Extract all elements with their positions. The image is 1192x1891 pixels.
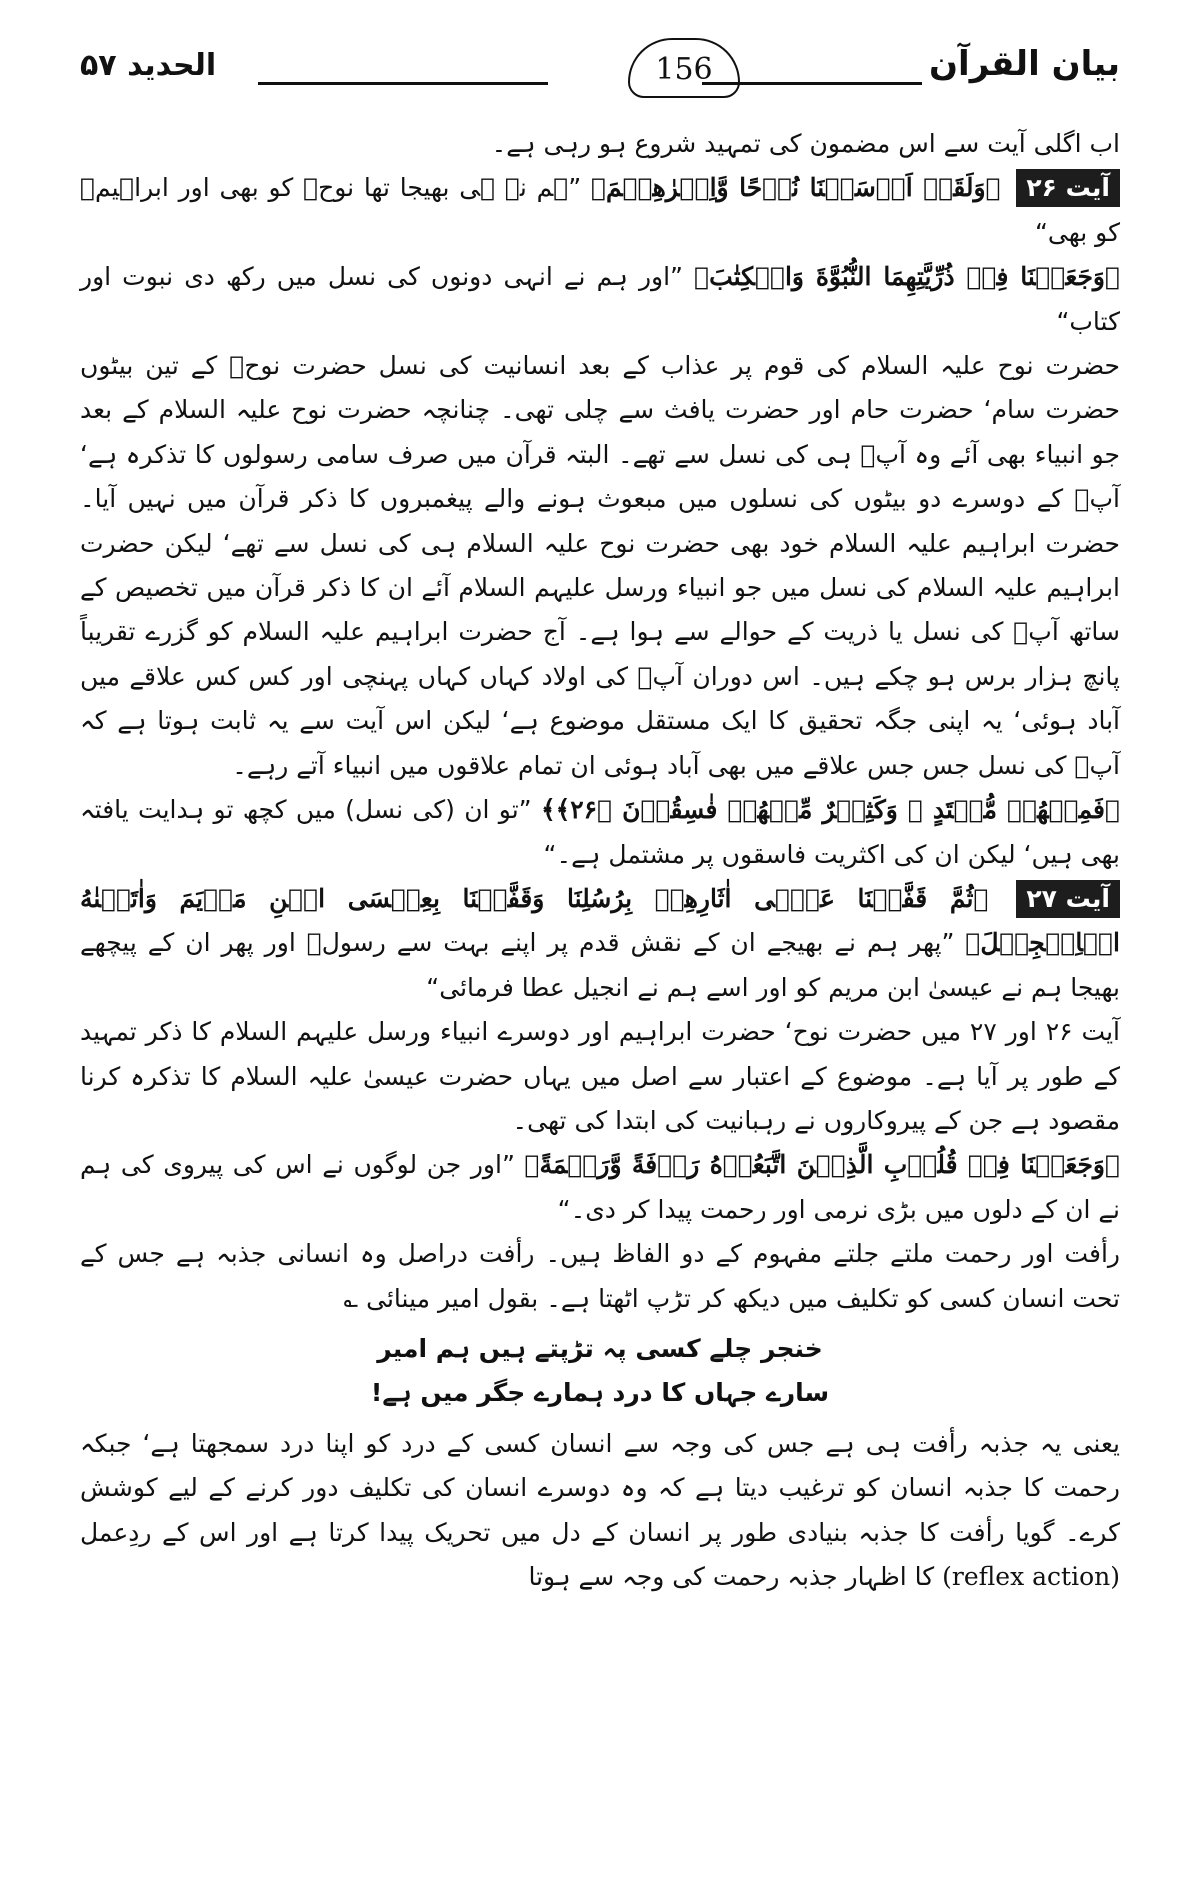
fasiqun-paragraph	[80, 788, 1120, 877]
ayah-26-arabic: ﴿وَلَقَدۡ اَرۡسَلۡنَا نُوۡحًا وَّاِبۡرٰهِيۡمَ﴾	[590, 173, 1001, 203]
page-number: 156	[628, 38, 740, 98]
english-term: (reflex action)	[942, 1562, 1120, 1591]
closing-text-end: کا اظہار جذبہ رحمت کی وجہ سے ہوتا	[528, 1562, 935, 1591]
ayah-27-translation: ”پھر ہم نے بھیجے ان کے نقش قدم پر اپنے بہت سے رسولؑ اور پھر ان کے پیچھے بھیجا ہم نے عیسیٰ ابن مریم کو اور اسے ہم نے انجیل عطا فرمائی“	[80, 928, 1120, 1002]
header-rule-right	[702, 82, 922, 85]
couplet-second-line: سارے جہاں کا درد ہمارے جگر میں ہے!	[370, 1378, 830, 1408]
ayah-26-translation: ”ہم نے ہی بھیجا تھا نوحؑ کو بھی اور ابراہیمؑ کو بھی“	[80, 173, 1120, 247]
intro-paragraph: اب اگلی آیت سے اس مضمون کی تمہید شروع ہو رہی ہے۔	[491, 129, 1120, 158]
ayah-26b-paragraph	[80, 255, 1120, 344]
closing-paragraph	[80, 1422, 1120, 1600]
page-header	[80, 38, 1120, 108]
surah-name: الحدید ۵۷	[80, 48, 217, 83]
rafat-explanation-paragraph: رأفت اور رحمت ملتے جلتے مفہوم کے دو الفاظ ہیں۔ رأفت دراصل وہ انسانی جذبہ ہے جس کے تحت انسان کسی کو تکلیف میں دیکھ کر تڑپ اٹھتا ہے۔ بقول امیر مینائی ؎	[80, 1239, 1120, 1313]
poetry-couplet	[80, 1327, 1120, 1416]
couplet-first-line: خنجر چلے کسی پہ تڑپتے ہیں ہم امیر	[377, 1333, 823, 1363]
book-title: بیان القرآن	[929, 44, 1120, 84]
ayah-27-arabic: ﴿ثُمَّ قَفَّيۡنَا عَلٰۤی اٰثَارِهِمۡ بِرُسُلِنَا وَقَفَّيۡنَا بِعِيۡسَى ابۡنِ مَرۡيَمَ وَاٰتَيۡنٰهُ الۡاِنۡجِيۡلَ﴾	[80, 883, 1120, 958]
ayah-26-label: آیت ۲۶	[1016, 169, 1120, 207]
ayah-26b-arabic: ﴿وَجَعَلۡنَا فِیۡ ذُرِّیَّتِهِمَا النُّبُوَّةَ وَالۡكِتٰبَ﴾	[694, 262, 1121, 292]
rafat-rahmat-arabic: ﴿وَجَعَلۡنَا فِیۡ قُلُوۡبِ الَّذِيۡنَ اتَّبَعُوۡهُ رَاۡفَةً وَّرَحۡمَةً﴾	[524, 1150, 1120, 1180]
fasiqun-arabic: ﴿فَمِنۡهُمۡ مُّهۡتَدٍ ۚ وَكَثِيۡرٌ مِّنۡهُمۡ فٰسِقُوۡنَ ﴿۲۶﴾﴾	[540, 795, 1120, 825]
body-text	[80, 122, 1120, 1599]
ayah-26-paragraph	[80, 166, 1120, 255]
nuh-descendants-paragraph: حضرت نوح علیہ السلام کی قوم پر عذاب کے بعد انسانیت کی نسل حضرت نوحؑ کے تین بیٹوں حضرت سام‘ حضرت حام اور حضرت یافث سے چلی تھی۔ چنانچہ حضرت نوح علیہ السلام کے بعد جو انبیاء بھی آئے وہ آپؑ ہی کی نسل سے تھے۔ البتہ قرآن میں صرف سامی رسولوں کا تذکرہ ہے‘ آپؑ کے دوسرے دو بیٹوں کی نسلوں میں مبعوث ہونے والے پیغمبروں کا ذکر قرآن میں نہیں آیا۔ حضرت ابراہیم علیہ السلام خود بھی حضرت نوح علیہ السلام ہی کی نسل سے تھے‘ لیکن حضرت ابراہیم علیہ السلام کی نسل میں جو انبیاء ورسل علیہم السلام آئے ان کا ذکر قرآن میں تخصیص کے ساتھ آپؑ کی نسل یا ذریت کے حوالے سے ہوا ہے۔ آج حضرت ابراہیم علیہ السلام کو گزرے تقریباً پانچ ہزار برس ہو چکے ہیں۔ اس دوران آپؑ کی اولاد کہاں کہاں پہنچی اور کس کس علاقے میں آباد ہوئی‘ یہ اپنی جگہ تحقیق کا ایک مستقل موضوع ہے‘ لیکن اس آیت سے یہ ثابت ہوتا ہے کہ آپؑ کی نسل جس جس علاقے میں بھی آباد ہوئی ان تمام علاقوں میں انبیاء آتے رہے۔	[80, 351, 1120, 780]
ayah-27-paragraph	[80, 877, 1120, 1010]
closing-text-start: یعنی یہ جذبہ رأفت ہی ہے جس کی وجہ سے انسان کسی کے درد کو اپنا درد سمجھتا ہے‘ جبکہ رحمت کا جذبہ انسان کو ترغیب دیتا ہے کہ وہ دوسرے انسان کی تکلیف دور کرنے کے لیے کوشش کرے۔ گویا رأفت کا جذبہ بنیادی طور پر انسان کے دل میں تحریک پیدا کرتا ہے اور اس کے ردِعمل	[80, 1428, 1120, 1547]
ayah-27-label: آیت ۲۷	[1016, 880, 1120, 918]
commentary-paragraph: آیت ۲۶ اور ۲۷ میں حضرت نوح‘ حضرت ابراہیم اور دوسرے انبیاء ورسل علیہم السلام کا ذکر تمہید کے طور پر آیا ہے۔ موضوع کے اعتبار سے اصل میں یہاں حضرت عیسیٰ علیہ السلام کا تذکرہ کرنا مقصود ہے جن کے پیروکاروں نے رہبانیت کی ابتدا کی تھی۔	[80, 1017, 1120, 1135]
header-rule-left	[258, 82, 548, 85]
rafat-rahmat-ayah-paragraph	[80, 1143, 1120, 1232]
ayah-26b-translation: ”اور ہم نے انہی دونوں کی نسل میں رکھ دی نبوت اور کتاب“	[80, 262, 1120, 336]
fasiqun-translation: ”تو ان (کی نسل) میں کچھ تو ہدایت یافتہ بھی ہیں‘ لیکن ان کی اکثریت فاسقوں پر مشتمل ہے۔“	[80, 795, 1120, 869]
rafat-rahmat-translation: ”اور جن لوگوں نے اس کی پیروی کی ہم نے ان کے دلوں میں بڑی نرمی اور رحمت پیدا کر دی۔“	[80, 1150, 1120, 1224]
